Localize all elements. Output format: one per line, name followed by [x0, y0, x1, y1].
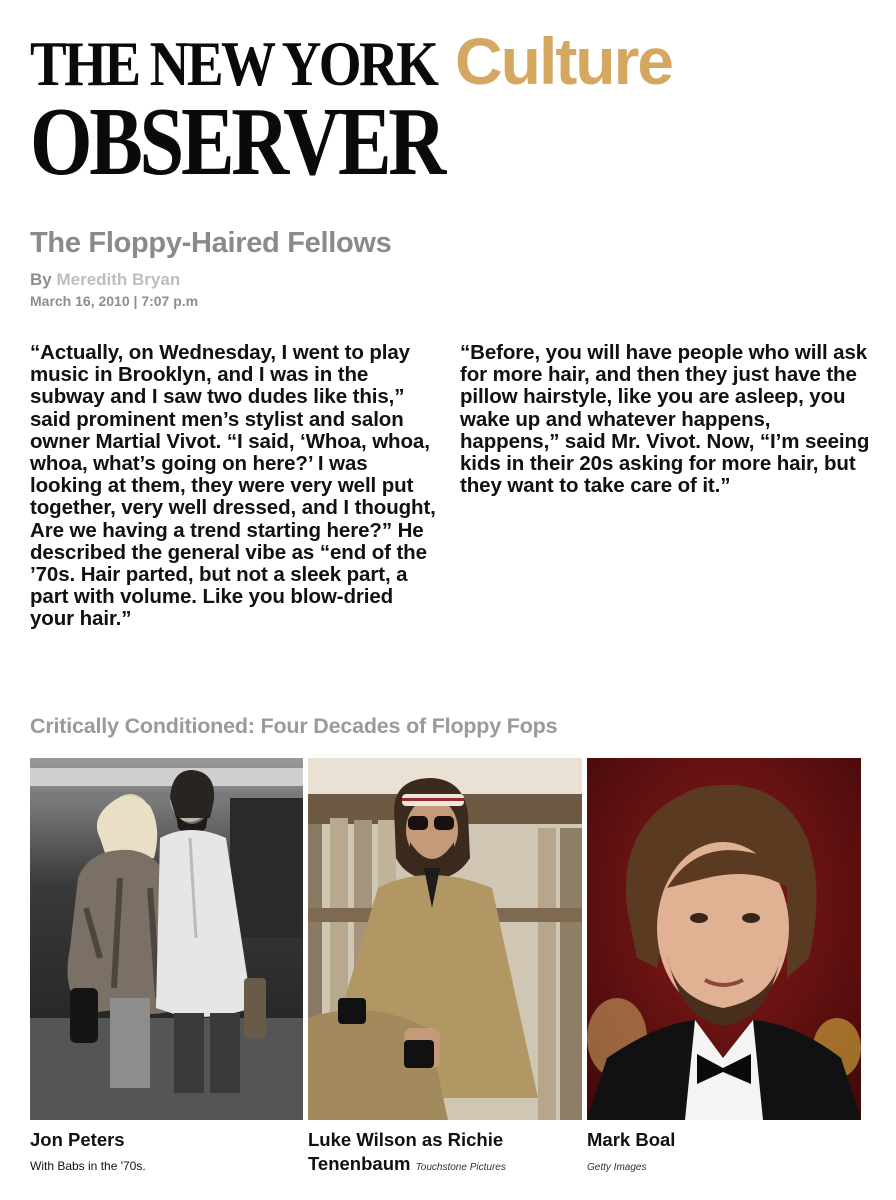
article-headline: The Floppy-Haired Fellows [30, 227, 392, 259]
photo-mark-boal[interactable] [587, 758, 861, 1120]
photo-luke-wilson-image [308, 758, 582, 1120]
author-link[interactable]: Meredith Bryan [56, 270, 181, 289]
photo-jon-peters-image [30, 758, 303, 1120]
caption-name-mark-boal: Mark Boal [587, 1129, 676, 1150]
section-label[interactable]: Culture [455, 24, 672, 98]
caption-jon-peters: With Babs in the '70s. [30, 1159, 146, 1173]
pull-quote-left: “Actually, on Wednesday, I went to play music in Brooklyn, and I was in the subway and I saw two dudes like this,” said prominent men’s stylist and salon owner Martial Vivot. “I said, ‘Whoa, whoa, whoa, what’s going on here?’ I was looking at them, they were very well put together, very well dressed, and I thought, Are we having a trend starting here?” He described the general vibe as “end of the ’70s. Hair parted, but not a sleek part, a part with volume. Like you blow-dried your hair.” [30, 341, 436, 631]
gallery-title: Critically Conditioned: Four Decades of Floppy Fops [30, 714, 558, 738]
caption-name-jon-peters: Jon Peters [30, 1129, 125, 1150]
photo-credit-getty: Getty Images [587, 1162, 647, 1173]
photo-jon-peters[interactable] [30, 758, 303, 1120]
masthead-line-2: OBSERVER [30, 88, 444, 196]
photo-mark-boal-image [587, 758, 861, 1120]
caption-name-luke-wilson-line2: Tenenbaum [308, 1153, 411, 1174]
caption-name-luke-wilson [308, 1128, 506, 1180]
masthead-line-1: THE NEW YORK [30, 28, 437, 99]
byline [30, 270, 180, 290]
photo-luke-wilson[interactable] [308, 758, 582, 1120]
pull-quote-right: “Before, you will have people who will ask for more hair, and then they just have the pillow hairstyle, like you are asleep, you wake up and whatever happens, happens,” said Mr. Vivot. Now, “I’m seeing kids in their 20s asking for more hair, but they want to take care of it.” [460, 341, 870, 498]
caption-name-luke-wilson-line1: Luke Wilson as Richie [308, 1129, 504, 1150]
byline-prefix: By [30, 270, 52, 289]
photo-credit-touchstone: Touchstone Pictures [415, 1162, 506, 1173]
article-date: March 16, 2010 | 7:07 p.m [30, 293, 199, 309]
